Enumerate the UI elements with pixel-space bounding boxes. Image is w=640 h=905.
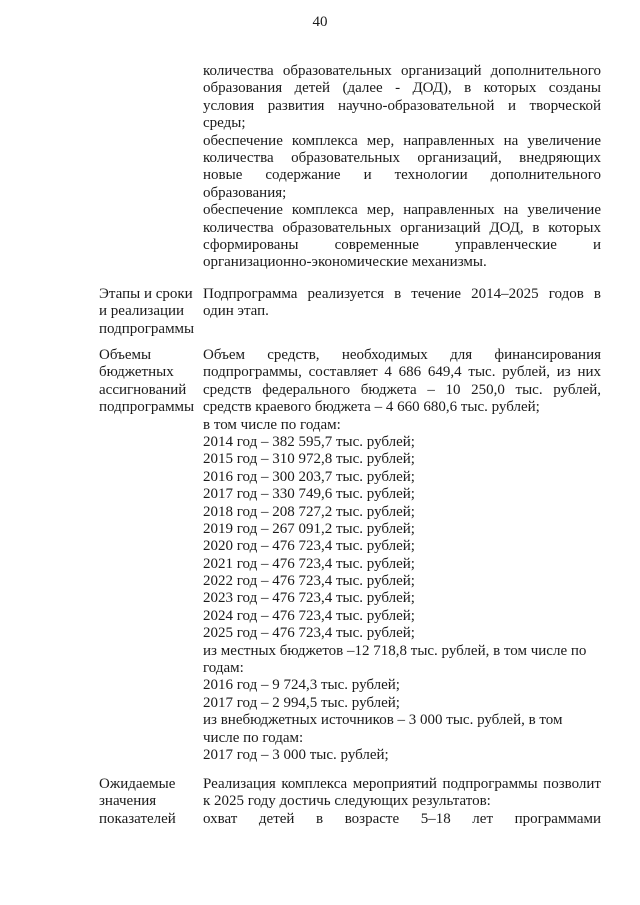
label-line: значения bbox=[99, 793, 157, 810]
label-line: подпрограммы bbox=[99, 399, 195, 416]
stages-text bbox=[203, 286, 601, 321]
budget-label bbox=[99, 347, 204, 417]
text-line: 2016 год – 9 724,3 тыс. рублей; bbox=[203, 677, 400, 694]
label-line: подпрограммы bbox=[99, 320, 195, 337]
text-line: 2015 год – 310 972,8 тыс. рублей; bbox=[203, 451, 415, 468]
text-line: количества образовательных организаций дополнительного bbox=[203, 63, 601, 79]
text-line: числе по годам: bbox=[203, 729, 304, 746]
stages-label bbox=[99, 286, 204, 338]
text-line: 2017 год – 2 994,5 тыс. рублей; bbox=[203, 694, 400, 711]
label-line: Объемы bbox=[99, 347, 152, 363]
text-line: среды; bbox=[203, 115, 246, 132]
text-line: к 2025 году достичь следующих результатов: bbox=[203, 793, 491, 810]
text-line: количества образовательных организаций ДОД, в которых bbox=[203, 219, 601, 236]
label-line: и реализации bbox=[99, 303, 185, 320]
text-line: годам: bbox=[203, 660, 244, 677]
text-line: 2025 год – 476 723,4 тыс. рублей; bbox=[203, 625, 415, 642]
text-line: сформированы современные управленческие и bbox=[203, 236, 601, 253]
text-line: Подпрограмма реализуется в течение 2014–2025 годов в bbox=[203, 286, 601, 302]
text-line: средств федерального бюджета – 10 250,0 тыс. рублей, bbox=[203, 381, 601, 398]
text-line: образования детей (далее - ДОД), в которых созданы bbox=[203, 80, 601, 97]
text-line: 2022 год – 476 723,4 тыс. рублей; bbox=[203, 573, 415, 590]
text-line: условия развития научно-образовательной и творческой bbox=[203, 97, 601, 114]
label-line: показателей bbox=[99, 810, 176, 827]
text-line: 2017 год – 330 749,6 тыс. рублей; bbox=[203, 486, 415, 503]
text-line: из внебюджетных источников – 3 000 тыс. рублей, в том bbox=[203, 712, 563, 729]
label-line: ассигнований bbox=[99, 381, 187, 398]
text-line: Объем средств, необходимых для финансирования bbox=[203, 347, 601, 363]
expected-label bbox=[99, 776, 204, 828]
text-line: количества образовательных организаций, внедряющих bbox=[203, 149, 601, 166]
text-line: 2024 год – 476 723,4 тыс. рублей; bbox=[203, 607, 415, 624]
text-line: обеспечение комплекса мер, направленных на увеличение bbox=[203, 202, 601, 219]
text-line: из местных бюджетов –12 718,8 тыс. рублей, в том числе по bbox=[203, 642, 587, 659]
text-line: 2018 год – 208 727,2 тыс. рублей; bbox=[203, 503, 415, 520]
text-line: организационно-экономические механизмы. bbox=[203, 254, 487, 271]
text-line: 2017 год – 3 000 тыс. рублей; bbox=[203, 746, 389, 763]
text-line: средств краевого бюджета – 4 660 680,6 тыс. рублей; bbox=[203, 399, 540, 416]
text-line: новые содержание и технологии дополнительного bbox=[203, 167, 601, 184]
text-line: подпрограммы, составляет 4 686 649,4 тыс. рублей, из них bbox=[203, 364, 601, 381]
label-line: бюджетных bbox=[99, 364, 174, 381]
text-line: 2023 год – 476 723,4 тыс. рублей; bbox=[203, 590, 415, 607]
text-line: в том числе по годам: bbox=[203, 416, 341, 433]
text-line: 2020 год – 476 723,4 тыс. рублей; bbox=[203, 538, 415, 555]
label-line: Ожидаемые bbox=[99, 776, 176, 792]
text-line: 2016 год – 300 203,7 тыс. рублей; bbox=[203, 468, 415, 485]
text-line: один этап. bbox=[203, 303, 269, 320]
expected-text bbox=[203, 776, 601, 828]
text-line: образования; bbox=[203, 184, 287, 201]
text-line: Реализация комплекса мероприятий подпрограммы позволит bbox=[203, 776, 601, 792]
text-line: 2014 год – 382 595,7 тыс. рублей; bbox=[203, 433, 415, 450]
goals-continuation-text bbox=[203, 63, 601, 272]
text-line: охват детей в возрасте 5–18 лет программами bbox=[203, 810, 601, 827]
text-line: 2019 год – 267 091,2 тыс. рублей; bbox=[203, 520, 415, 537]
budget-text bbox=[203, 347, 601, 764]
label-line: Этапы и сроки bbox=[99, 286, 193, 302]
text-line: обеспечение комплекса мер, направленных на увеличение bbox=[203, 132, 601, 149]
page-number: 40 bbox=[312, 14, 328, 30]
text-line: 2021 год – 476 723,4 тыс. рублей; bbox=[203, 555, 415, 572]
